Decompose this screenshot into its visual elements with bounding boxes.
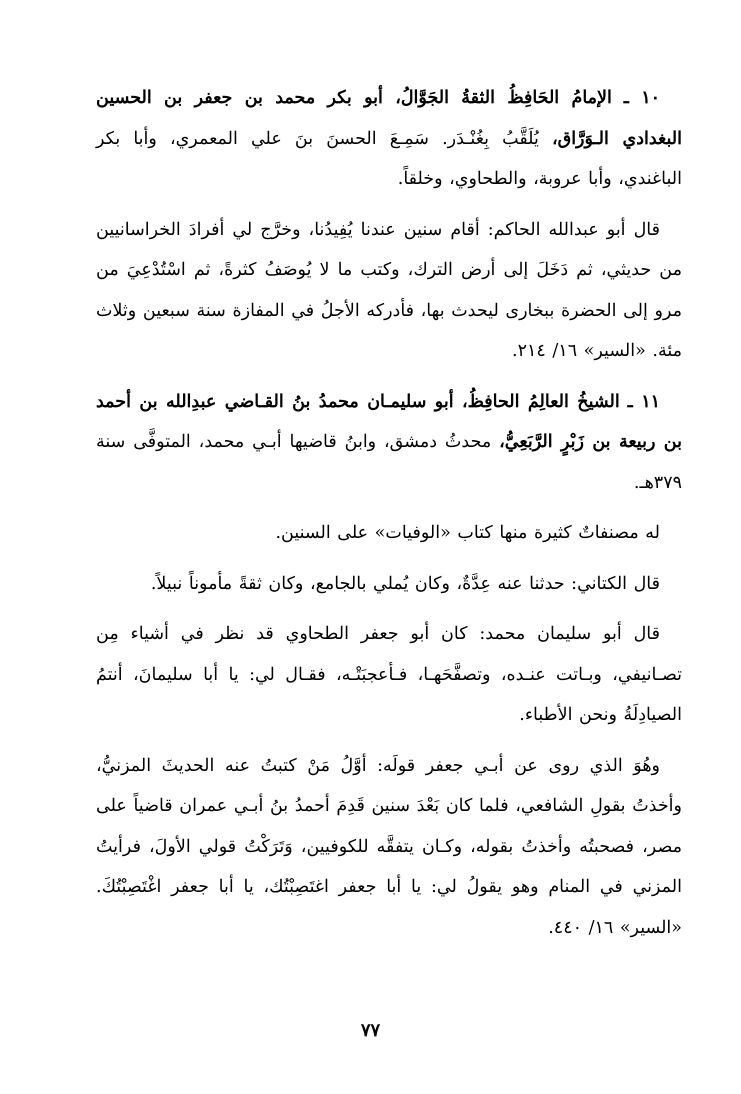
entry-11 [96, 382, 682, 504]
entry-text: يُلَقَّبُ بِغُنْـدَر. سَمِـعَ الحسنَ بنَ علي المعمري، وأبا بكر الباغندي، وأبا عروبة، والطحاوي، وخلقاً. [96, 128, 682, 189]
page-number: ٧٧ [360, 1020, 381, 1041]
page-body [96, 78, 682, 948]
paragraph-kattani: قال الكتاني: حدثنا عنه عِدَّةٌ، وكان يُملي بالجامع، وكان ثقةً مأموناً نبيلاً. [150, 573, 660, 594]
entry-text: محدثُ دمشق، وابنُ قاضيها أبـي محمد، المتوفَّى سنة ٣٧٩هـ. [96, 432, 682, 493]
paragraph-musannafat: له مصنفاتٌ كثيرة منها كتاب «الوفيات» على السنين. [275, 523, 660, 543]
entry-title: الإمامُ الحَافِظُ الثقةُ الجَوَّالُ، أبو بكر محمد بن جعفر بن الحسين البغدادي الـوَرَّاق، [96, 88, 682, 149]
entry-number: ١٠ ـ [623, 88, 660, 108]
entry-number: ١١ ـ [627, 391, 660, 412]
paragraph-abusulayman: قال أبو سليمان محمد: كان أبو جعفر الطحاوي قد نظر في أشياء مِن تصـانيفي، وبـاتت عنـده، وتصفَّحَهـا، فـأعجبَتْـه، فقـال لي: يا أبا سليمانَ، أنتمُ الصيادِلَةُ ونحن الأطباء. [96, 624, 682, 725]
entry-10 [96, 78, 682, 200]
paragraph-huwa: وهُوَ الذي روى عن أبـي جعفر قولَه: أوَّلُ مَنْ كتبتُ عنه الحديثَ المزنيُّ، وأخذتُ بقولِ الشافعي، فلما كان بَعْدَ سنين قَدِمَ أحمدُ بنُ أبـي عمران قاضياً على مصر، فصحبتُه وأخذتُ بقوله، وكـان يتفقَّه للكوفيين، وَتَرَكْتُ قولي الأولَ، فرأيتُ المزني في المنام وهو يقولُ لي: يا أبا جعفر اغتَصِبْتُك، يا أبا جعفر اغْتَصِبْتُكَ. «السير» ١٦/ ٤٤٠. [96, 755, 682, 938]
entry-title: الشيخُ العالِمُ الحافِظُ، أبو سليمـان محمدُ بنُ القـاضي عبدِالله بن أحمد بن ربيعة بن زَبْرٍ الرَّبَعِيُّ، [96, 391, 682, 452]
paragraph-hakim: قال أبو عبدالله الحاكم: أقام سنين عندنا يُفِيدُنا، وخرَّج لي أفرادَ الخراسانيين من حديثي، ثم دَخَلَ إلى أرض الترك، وكتب ما لا يُوصَفُ كثرةً، ثم اسْتُدْعِيَ من مرو إلى الحضرة ببخارى ليحدث بها، فأدركه الأجلُ في المفازة سنة سبعين وثلاث مئة. «السير» ١٦/ ٢١٤. [96, 219, 682, 361]
